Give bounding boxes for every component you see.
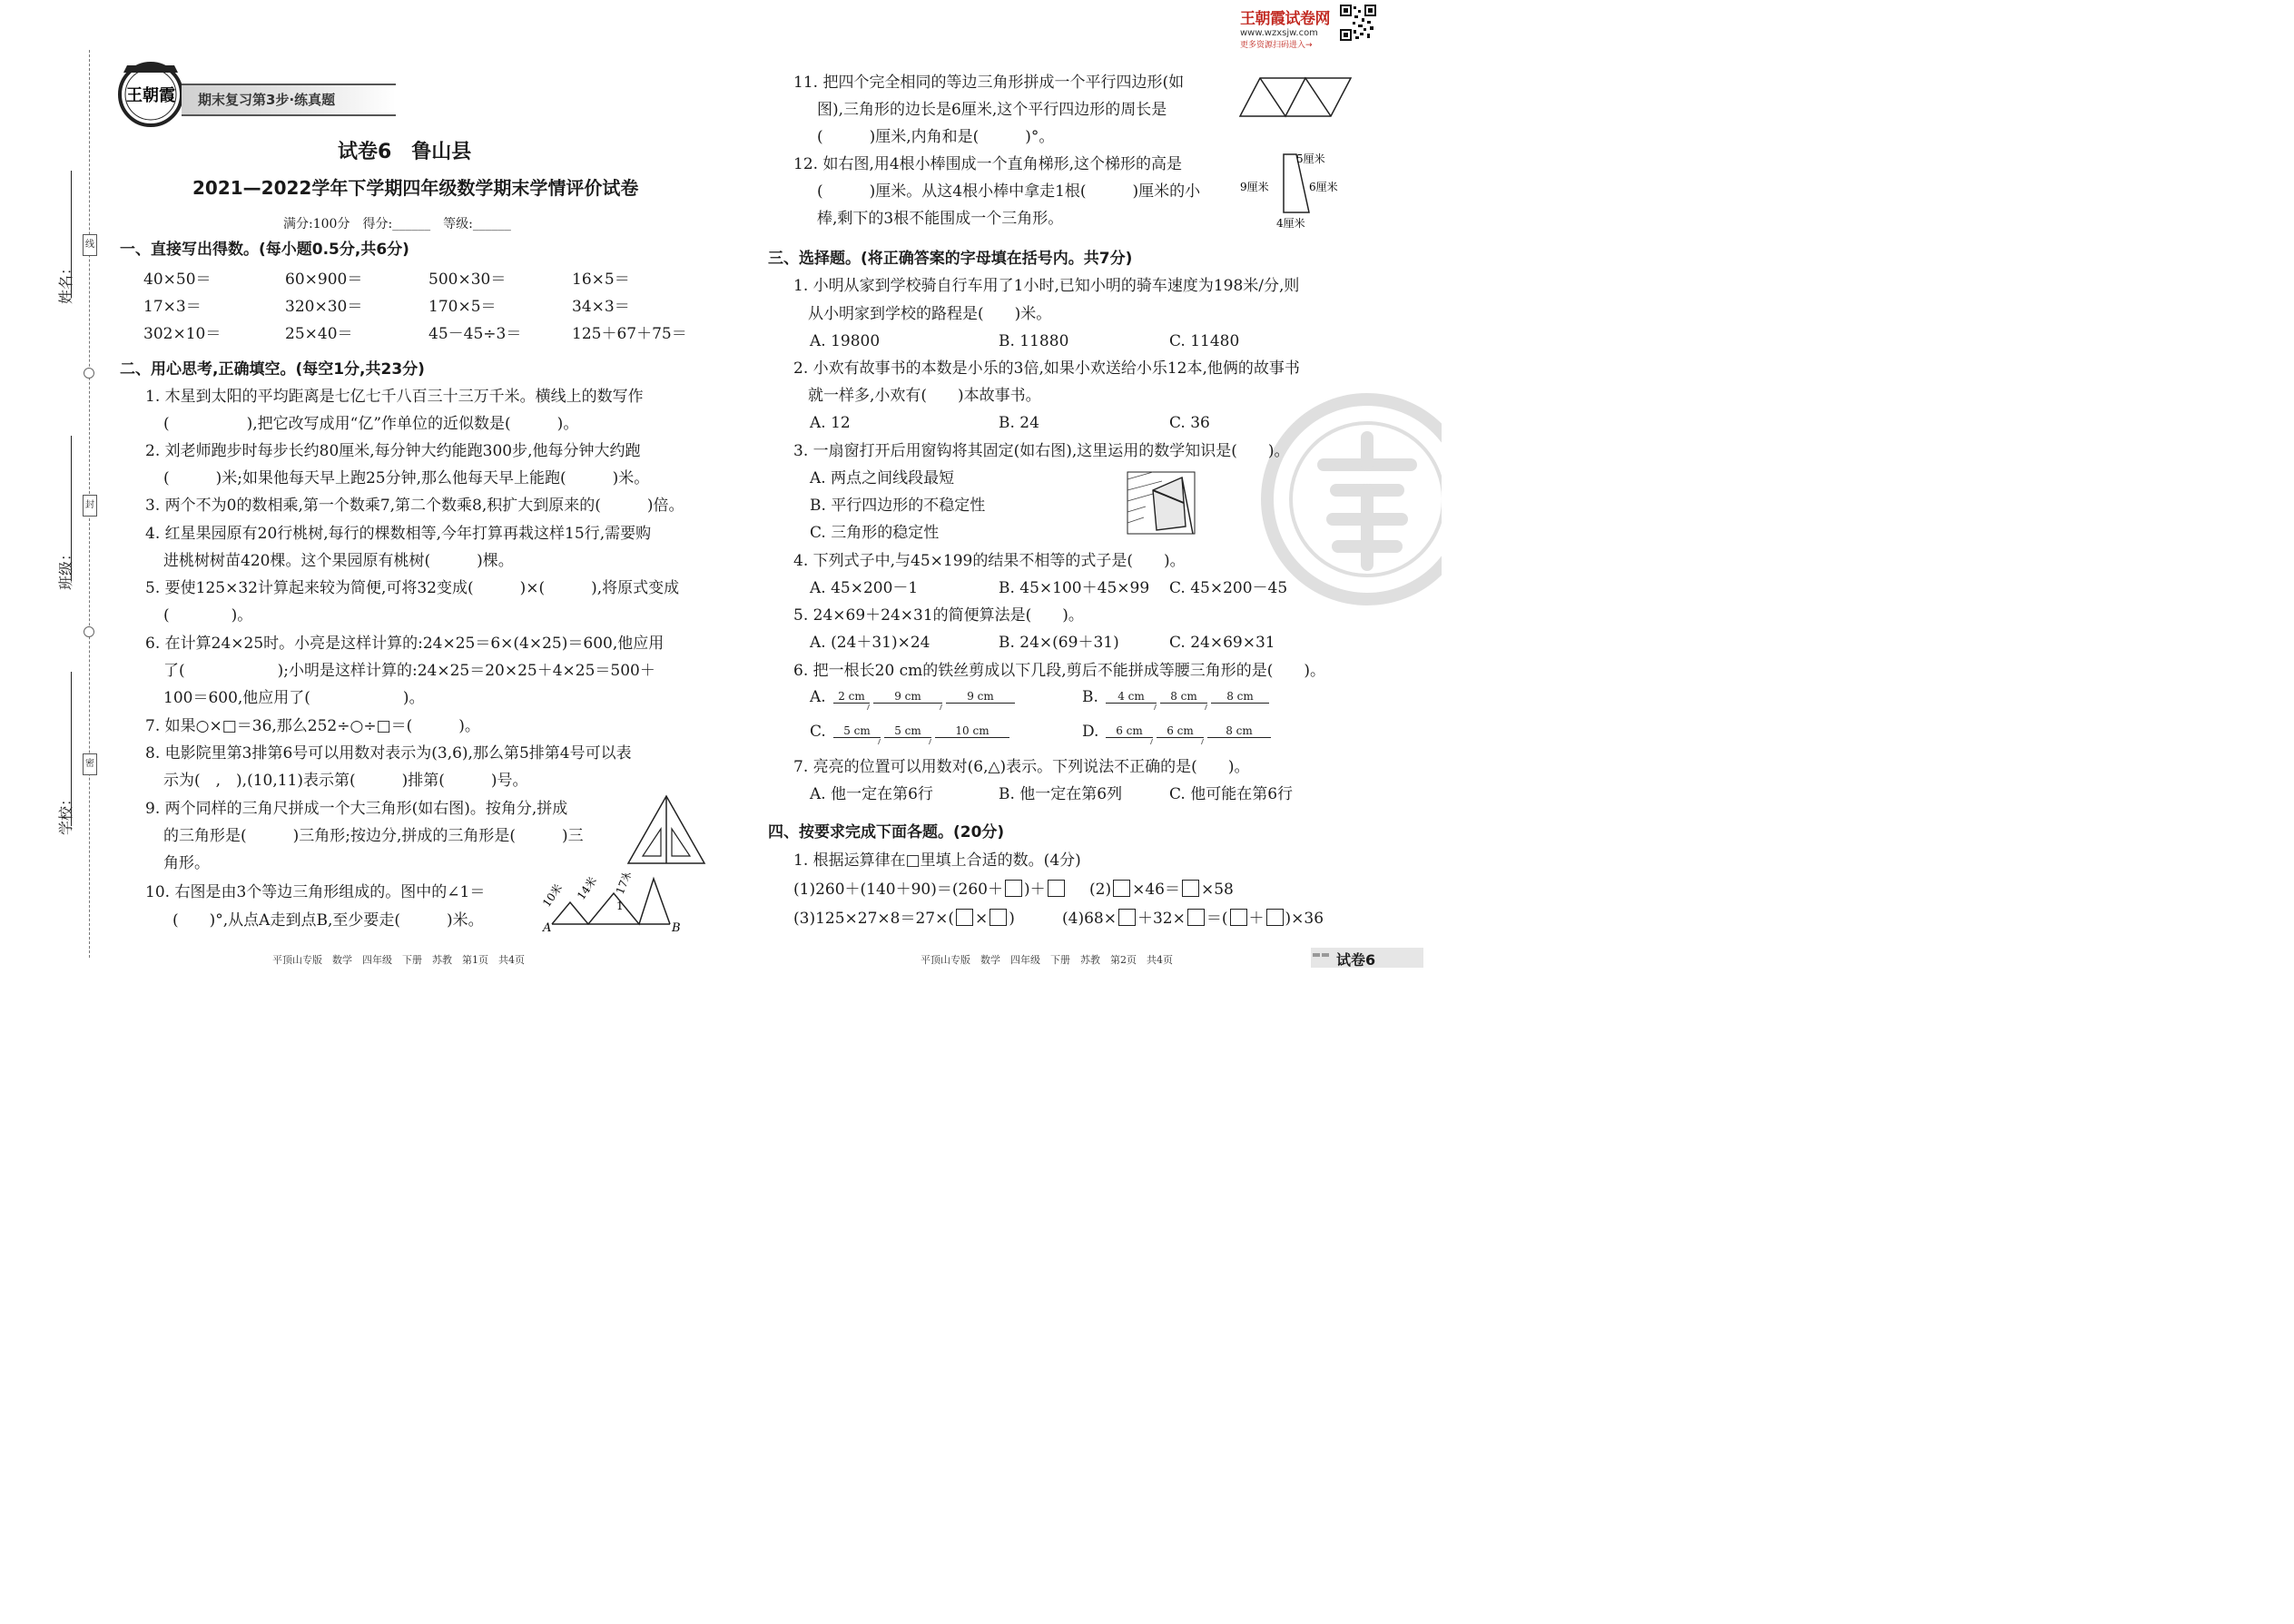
s2-line: 5. 要使125×32计算起来较为简便,可将32变成( )×( ),将原式变成 [145, 579, 680, 597]
brand-mark-text: 王朝霞试卷网 [1240, 10, 1330, 28]
s3-q5-stem: 5. 24×69＋24×31的简便算法是( )。 [793, 606, 1084, 625]
s3-q1-option-b[interactable]: B. 11880 [999, 332, 1069, 350]
s4-part3: (3)125×27×8＝27×( × ) [793, 910, 1015, 928]
s3-q6-option-label: A. [810, 688, 826, 706]
s4-part4: (4)68× ＋32× ＝( ＋ )×36 [1062, 910, 1324, 928]
s2-line: 图),三角形的边长是6厘米,这个平行四边形的周长是 [817, 101, 1167, 119]
s2-line: 10. 右图是由3个等边三角形组成的。图中的∠1＝ [145, 883, 486, 901]
fig10-point-b: B [672, 921, 681, 933]
binding-seal-xian: 线 [83, 234, 97, 256]
cut-mark-icon [929, 739, 935, 744]
s3-q7-option-a[interactable]: A. 他一定在第6行 [810, 785, 933, 803]
wire-segment: 9 cm [873, 690, 942, 704]
s3-q1-option-c[interactable]: C. 11480 [1169, 332, 1240, 350]
answer-box[interactable] [1005, 880, 1022, 897]
wire-segment: 8 cm [1160, 690, 1207, 704]
cut-mark-icon [878, 739, 884, 744]
class-label: 班级： [57, 546, 74, 590]
s3-q7-option-b[interactable]: B. 他一定在第6列 [999, 785, 1123, 803]
triangle-ruler-figure [625, 794, 708, 871]
binding-dot [84, 626, 94, 637]
brand-mark [1240, 5, 1330, 50]
s2-line: 棒,剩下的3根不能围成一个三角形。 [817, 210, 1064, 228]
fig10-label-17: 17米 [613, 873, 635, 897]
fig12-left-label: 9厘米 [1240, 181, 1269, 193]
fig10-label-14: 14米 [574, 874, 600, 902]
answer-box[interactable] [1048, 880, 1065, 897]
s2-line: 12. 如右图,用4根小棒围成一个直角梯形,这个梯形的高是 [793, 155, 1183, 173]
section2-heading: 二、用心思考,正确填空。(每空1分,共23分) [120, 360, 425, 379]
score-line: 满分:100分 得分:______ 等级:______ [283, 217, 511, 231]
cut-mark-icon [867, 704, 873, 710]
mental-math-item: 320×30＝ [285, 298, 363, 316]
s3-q1-line1: 1. 小明从家到学校骑自行车用了1小时,已知小明的骑车速度为198米/分,则 [793, 277, 1300, 295]
class-field[interactable] [71, 436, 72, 581]
answer-box[interactable] [1187, 909, 1205, 926]
s3-q3-option-c[interactable]: C. 三角形的稳定性 [810, 524, 940, 542]
cut-mark-icon [1150, 739, 1157, 744]
s3-q6-option-label: D. [1082, 723, 1099, 741]
mental-math-item: 302×10＝ [143, 325, 222, 343]
cut-mark-icon [1201, 739, 1207, 744]
s3-q5-option-c[interactable]: C. 24×69×31 [1169, 634, 1275, 652]
s2-line: ( )°,从点A走到点B,至少要走( )米。 [172, 911, 484, 930]
mental-math-item: 17×3＝ [143, 298, 202, 316]
wire-segment: 4 cm [1106, 690, 1157, 704]
s3-q7-stem: 7. 亮亮的位置可以用数对(6,△)表示。下列说法不正确的是( )。 [793, 758, 1250, 776]
trapezoid-figure [1236, 149, 1354, 236]
s2-line: 8. 电影院里第3排第6号可以用数对表示为(3,6),那么第5排第4号可以表 [145, 744, 632, 763]
brand-url: www.wzxsjw.com [1240, 28, 1318, 38]
s3-q4-option-c[interactable]: C. 45×200－45 [1169, 579, 1288, 597]
binding-seal-feng: 封 [83, 495, 97, 517]
s3-q4-stem: 4. 下列式子中,与45×199的结果不相等的式子是( )。 [793, 552, 1186, 570]
fig10-angle-label: 1 [616, 900, 624, 912]
binding-seal-mi: 密 [83, 753, 97, 775]
fig10-label-10: 10米 [539, 881, 566, 910]
s3-q2-option-b[interactable]: B. 24 [999, 414, 1039, 432]
s3-q4-option-a[interactable]: A. 45×200－1 [810, 579, 919, 597]
answer-box[interactable] [1266, 909, 1284, 926]
s2-line: ( ),把它改写成用“亿”作单位的近似数是( )。 [163, 415, 579, 433]
s3-q1-line2: 从小明家到学校的路程是( )米。 [808, 305, 1052, 323]
s2-line: 角形。 [163, 854, 210, 872]
answer-box[interactable] [956, 909, 973, 926]
parallelogram-figure [1238, 74, 1353, 123]
s2-line: 1. 木星到太阳的平均距离是七亿七千八百三十三万千米。横线上的数写作 [145, 388, 644, 406]
s3-q2-line2: 就一样多,小欢有( )本故事书。 [808, 387, 1041, 405]
s3-q4-option-b[interactable]: B. 45×100＋45×99 [999, 579, 1150, 597]
s3-q6-stem: 6. 把一根长20 cm的铁丝剪成以下几段,剪后不能拼成等腰三角形的是( )。 [793, 662, 1325, 680]
wire-segment: 10 cm [935, 724, 1009, 738]
answer-box[interactable] [1118, 909, 1136, 926]
s3-q3-option-a[interactable]: A. 两点之间线段最短 [810, 469, 955, 487]
s2-line: 进桃树树苗420棵。这个果园原有桃树( )棵。 [163, 552, 514, 570]
mental-math-item: 34×3＝ [572, 298, 630, 316]
s3-q1-option-a[interactable]: A. 19800 [810, 332, 881, 350]
s2-line: 了( );小明是这样计算的:24×25＝20×25＋4×25＝500＋ [163, 662, 655, 680]
fig12-bottom-label: 4厘米 [1276, 217, 1305, 230]
school-field[interactable] [71, 672, 72, 826]
s2-line: 示为( , ),(10,11)表示第( )排第( )号。 [163, 772, 528, 790]
banner [182, 84, 396, 116]
fig12-right-label: 6厘米 [1309, 181, 1338, 193]
s2-line: 3. 两个不为0的数相乘,第一个数乘7,第二个数乘8,积扩大到原来的( )倍。 [145, 497, 684, 515]
section4-heading: 四、按要求完成下面各题。(20分) [768, 823, 1005, 842]
s2-line: 6. 在计算24×25时。小亮是这样计算的:24×25＝6×(4×25)＝600,他应用 [145, 635, 665, 653]
answer-box[interactable] [1230, 909, 1247, 926]
paper-title: 试卷6 鲁山县 [338, 141, 472, 163]
wire-segment: 2 cm [833, 690, 870, 704]
mental-math-item: 16×5＝ [572, 271, 630, 289]
footer-tag [1311, 948, 1423, 968]
answer-box[interactable] [989, 909, 1007, 926]
s3-q5-option-a[interactable]: A. (24＋31)×24 [810, 634, 930, 652]
wire-segment: 5 cm [884, 724, 931, 738]
s4-q1-stem: 1. 根据运算律在□里填上合适的数。(4分) [793, 851, 1081, 870]
s3-q6-option-label: B. [1082, 688, 1098, 706]
wire-segment: 8 cm [1211, 690, 1269, 704]
paper-subtitle: 2021—2022学年下学期四年级数学期末学情评价试卷 [192, 177, 639, 199]
wire-segment: 5 cm [833, 724, 881, 738]
brand-note: 更多资源扫码进入→ [1240, 41, 1313, 50]
binding-dot [84, 368, 94, 379]
s2-line: ( )厘米。从这4根小棒中拿走1根( )厘米的小 [817, 182, 1201, 201]
answer-box[interactable] [1182, 880, 1199, 897]
s3-q7-option-c[interactable]: C. 他可能在第6行 [1169, 785, 1294, 803]
s3-q2-line1: 2. 小欢有故事书的本数是小乐的3倍,如果小欢送给小乐12本,他俩的故事书 [793, 359, 1300, 378]
cut-mark-icon [1154, 704, 1160, 710]
section1-heading: 一、直接写出得数。(每小题0.5分,共6分) [120, 241, 409, 259]
s2-line: 100＝600,他应用了( )。 [163, 689, 425, 707]
wire-segment: 9 cm [946, 690, 1015, 704]
footer-left: 平顶山专版 数学 四年级 下册 苏教 第1页 共4页 [272, 954, 525, 966]
mental-math-item: 170×5＝ [428, 298, 497, 316]
cut-mark-icon [940, 704, 946, 710]
mental-math-item: 45－45÷3＝ [428, 325, 522, 343]
s4-part2: (2) ×46＝ ×58 [1089, 881, 1234, 899]
s3-q6-option-label: C. [810, 723, 826, 741]
s4-part1: (1)260＋(140＋90)＝(260＋ )＋ [793, 880, 1067, 900]
qr-code-icon[interactable] [1340, 5, 1376, 41]
wire-segment: 6 cm [1106, 724, 1153, 738]
s2-line: ( )厘米,内角和是( )°。 [817, 128, 1055, 146]
s2-line: 4. 红星果园原有20行桃树,每行的棵数相等,今年打算再栽这样15行,需要购 [145, 525, 652, 543]
wire-segment: 8 cm [1207, 724, 1271, 738]
three-triangles-figure [536, 873, 690, 937]
mental-math-item: 500×30＝ [428, 271, 507, 289]
fig10-point-a: A [543, 921, 552, 933]
brand-logo-text: 王朝霞 [126, 86, 175, 105]
footer-tag-text: 试卷6 [1336, 951, 1376, 969]
s2-line: 7. 如果○×□＝36,那么252÷○÷□＝( )。 [145, 717, 480, 735]
mental-math-item: 25×40＝ [285, 325, 353, 343]
s3-q3-stem: 3. 一扇窗打开后用窗钩将其固定(如右图),这里运用的数学知识是( )。 [793, 442, 1290, 460]
s2-line: 的三角形是( )三角形;按边分,拼成的三角形是( )三 [163, 827, 584, 845]
s3-q3-option-b[interactable]: B. 平行四边形的不稳定性 [810, 497, 986, 515]
section3-heading: 三、选择题。(将正确答案的字母填在括号内。共7分) [768, 250, 1133, 268]
s2-line: 2. 刘老师跑步时每步长约80厘米,每分钟大约能跑300步,他每分钟大约跑 [145, 442, 641, 460]
school-label: 学校： [57, 791, 74, 835]
banner-text: 期末复习第3步·练真题 [198, 92, 336, 108]
mental-math-item: 125＋67＋75＝ [572, 325, 687, 343]
watermark-stamp [1260, 392, 1442, 610]
brand-logo [114, 56, 187, 129]
name-field[interactable] [71, 171, 72, 298]
cut-mark-icon [1205, 704, 1211, 710]
s3-q2-option-a[interactable]: A. 12 [810, 414, 851, 432]
s2-line: ( )米;如果他每天早上跑25分钟,那么他每天早上能跑( )米。 [163, 469, 650, 487]
window-hook-figure [1126, 470, 1196, 539]
footer-right: 平顶山专版 数学 四年级 下册 苏教 第2页 共4页 [921, 954, 1173, 966]
fig12-top-label: 5厘米 [1296, 153, 1325, 165]
name-label: 姓名： [57, 260, 74, 304]
s3-q2-option-c[interactable]: C. 36 [1169, 414, 1210, 432]
s2-line: 9. 两个同样的三角尺拼成一个大三角形(如右图)。按角分,拼成 [145, 800, 568, 818]
wire-segment: 6 cm [1157, 724, 1204, 738]
s3-q5-option-b[interactable]: B. 24×(69＋31) [999, 634, 1119, 652]
s2-line: ( )。 [163, 606, 253, 625]
mental-math-item: 40×50＝ [143, 271, 212, 289]
mental-math-item: 60×900＝ [285, 271, 363, 289]
s2-line: 11. 把四个完全相同的等边三角形拼成一个平行四边形(如 [793, 74, 1185, 92]
answer-box[interactable] [1113, 880, 1130, 897]
